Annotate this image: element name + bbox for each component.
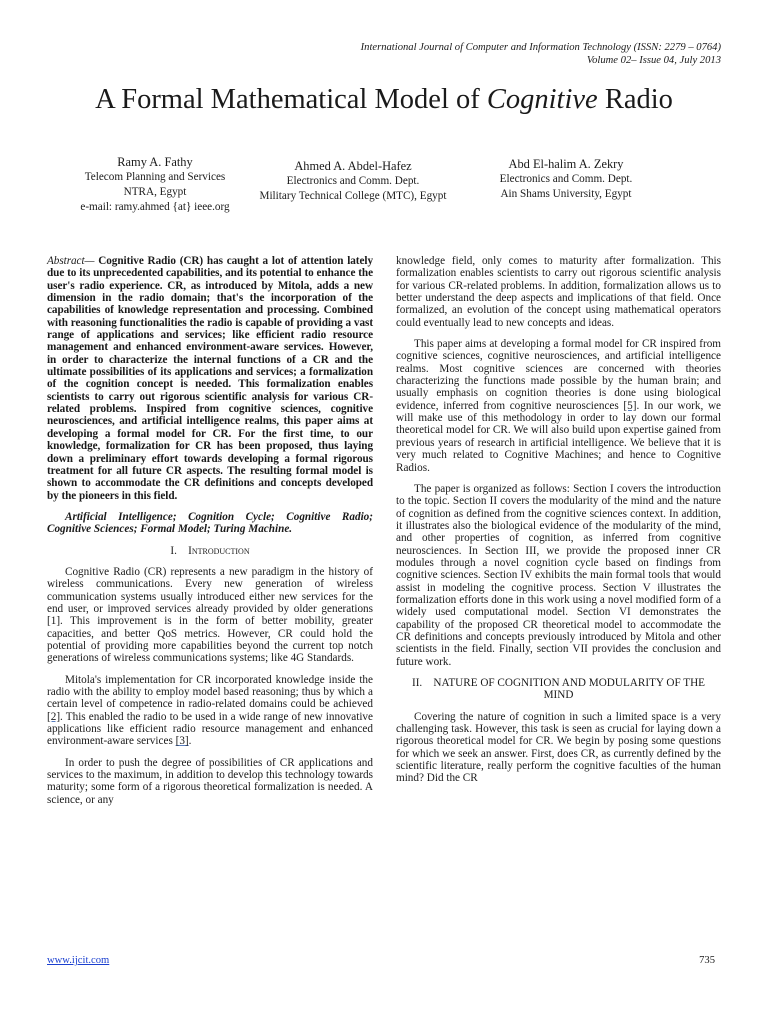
intro-paragraph-3: In order to push the degree of possibilities of CR applications and services to the maximum, in addition to develop this technology towards maturity; some form of a rigorous theoretical formalization is needed. A science, or any bbox=[47, 756, 373, 806]
section-heading-nature-of-cognition bbox=[396, 677, 721, 702]
journal-volume: Volume 02– Issue 04, July 2013 bbox=[586, 54, 721, 66]
author-name: Ahmed A. Abdel-Hafez bbox=[294, 159, 412, 173]
abstract-text: Cognitive Radio (CR) has caught a lot of attention lately due to its unprecedented capabilities, and its potential to enhance the user's radio experience. CR, as introduced by Mitola, adds a new dimension in the radio domain; that's the incorporation of the capabilities of knowledge representation and processing. Combined with reasoning functionalities the radio is capable of providing a vast range of applications and services; like efficient radio resource management and enhanced environment-aware services. However, in order to characterize the internal functions of a CR and the ultimate possibilities of its applications and services; a formalization of the cognition concept is needed. This formalization enables scientists to carry out rigorous scientific analysis for various CR-related problems. Inspired from cognitive sciences, cognitive neurosciences, and artificial intelligence realms, this paper aims at developing a formal model for CR. For the first time, to our knowledge, formalization for CR has been proposed, thus laying down a preliminary effort towards developing a formal rigorous treatment for all future CR aspects. The resulting formal model is shown to accommodate the CR definitions and concepts developed by the pioneers in this field. bbox=[47, 255, 373, 502]
citation-link[interactable]: [2] bbox=[47, 710, 61, 723]
right-paragraph-4: Covering the nature of cognition in such a limited space is a very challenging task. However, this task is seen as crucial for laying down a rigorous theoretical model for CR. We begin by posing some questions for which we seek an answer. First, does CR, as currently defined by the scientific literature, really perform the cognitive faculties of the human mind? Did the CR bbox=[396, 710, 721, 785]
text-span: . This enabled the radio to be used in a wide range of new innovative applications like efficient radio resource management and enhanced environment-aware services bbox=[47, 710, 373, 748]
author-email: e-mail: ramy.ahmed {at} ieee.org bbox=[80, 201, 230, 213]
section-number: II. bbox=[411, 677, 423, 689]
abstract bbox=[47, 255, 373, 502]
text-span: . In our work, we will make use of this methodology in order to lay down our formal theoretical model for CR. We will also build upon expertise gained from previous years of research in artificial intelligence. We believe that it is very much related to Cognitive Machines; and hence to Cognitive Radios. bbox=[396, 399, 721, 474]
author-name: Abd El-halim A. Zekry bbox=[508, 157, 624, 171]
text-span: Mitola's implementation for CR incorporated knowledge inside the radio with the ability to employ model based reasoning; thus by which a certain level of competence in radio-related domains could be achieved bbox=[47, 673, 373, 711]
journal-name: International Journal of Computer and Information Technology (ISSN: 2279 – 0764) bbox=[360, 42, 721, 53]
title-part2: Radio bbox=[597, 84, 673, 115]
author-affiliation: Military Technical College (MTC), Egypt bbox=[259, 190, 447, 202]
title-italic: Cognitive bbox=[486, 84, 598, 115]
intro-paragraph-1: Cognitive Radio (CR) represents a new paradigm in the history of wireless communications. Every new generation of wireless communication systems usually introduced either new services for the end user, or improved services already provided by older generations [1]. This improvement is in the form of better mobility, greater capacities, and better QoS metrics. However, CR could hold the potential of providing more capabilities beyond the current top notch generations of wireless communications systems; like 4G Standards. bbox=[47, 565, 373, 665]
section-heading-introduction bbox=[47, 545, 373, 557]
right-paragraph-3: The paper is organized as follows: Section I covers the introduction to the topic. Section II covers the modularity of the mind and the nature of cognition as defined from the cognitive sciences context. In addition, it illustrates also the biological evidence of the modularity of the mind, and other properties of cognition, as inferred from cognitive neurosciences. In Section III, we provide the proposed inner CR modules through a novel cognition cycle based on findings from cognitive sciences. Section IV exhibits the main formal tools that would assist in modeling the cognitive process. Section V illustrates the formalization efforts done in this work using a novel modified form of a widely used computational model. Section VI demonstrates the capability of the proposed CR theoretical model to accommodate the CR definitions and concepts previously introduced by Mitola and other scientists in the field. Finally, section VII provides the conclusion and future work. bbox=[396, 482, 721, 668]
journal-header bbox=[361, 42, 721, 67]
author-2 bbox=[228, 159, 478, 204]
author-3 bbox=[456, 157, 676, 202]
intro-paragraph-2 bbox=[47, 674, 373, 748]
section-title: NATURE OF COGNITION AND MODULARITY OF THE MIND bbox=[433, 677, 706, 702]
text-span: . bbox=[188, 735, 192, 748]
citation-link[interactable]: [3] bbox=[175, 735, 189, 748]
journal-website-link[interactable]: www.ijcit.com bbox=[47, 955, 110, 966]
paper-title bbox=[0, 80, 768, 120]
section-title: Introduction bbox=[188, 544, 250, 557]
author-name: Ramy A. Fathy bbox=[117, 155, 193, 169]
right-column bbox=[396, 255, 721, 794]
text-span: This paper aims at developing a formal model for CR inspired from cognitive sciences, cognitive neurosciences, and artificial intelligence realms. Most cognitive sciences are concerned with theories characterizing the functions made possible by the human brain; and usually emphasis on cognition theories is done using biological evidence, inferred from cognitive neurosciences bbox=[396, 338, 721, 412]
author-affiliation: Telecom Planning and Services bbox=[84, 171, 226, 183]
keywords: Artificial Intelligence; Cognition Cycle; Cognitive Radio; Cognitive Sciences; Formal Model; Turing Machine. bbox=[47, 510, 373, 536]
right-paragraph-1: knowledge field, only comes to maturity after formalization. This formalization enables scientists to carry out rigorous scientific analysis for various CR-related problems. In addition, formalization allows us to better understand the deep aspects and implications of that field. Once formalized, an evolution of the concept using mathematical operators could eventually lead to new concepts and ideas. bbox=[396, 255, 721, 329]
section-number: I. bbox=[170, 544, 177, 557]
author-affiliation: Electronics and Comm. Dept. bbox=[286, 175, 420, 187]
right-paragraph-2 bbox=[396, 338, 721, 474]
page-number: 735 bbox=[699, 955, 715, 966]
author-affiliation: Electronics and Comm. Dept. bbox=[499, 173, 633, 185]
citation-link[interactable]: [5] bbox=[623, 399, 637, 412]
left-column bbox=[47, 255, 373, 815]
abstract-label: Abstract— bbox=[47, 255, 95, 267]
title-part1: A Formal Mathematical Model of bbox=[95, 84, 487, 115]
author-affiliation: Ain Shams University, Egypt bbox=[500, 188, 632, 200]
author-affiliation: NTRA, Egypt bbox=[123, 186, 187, 198]
